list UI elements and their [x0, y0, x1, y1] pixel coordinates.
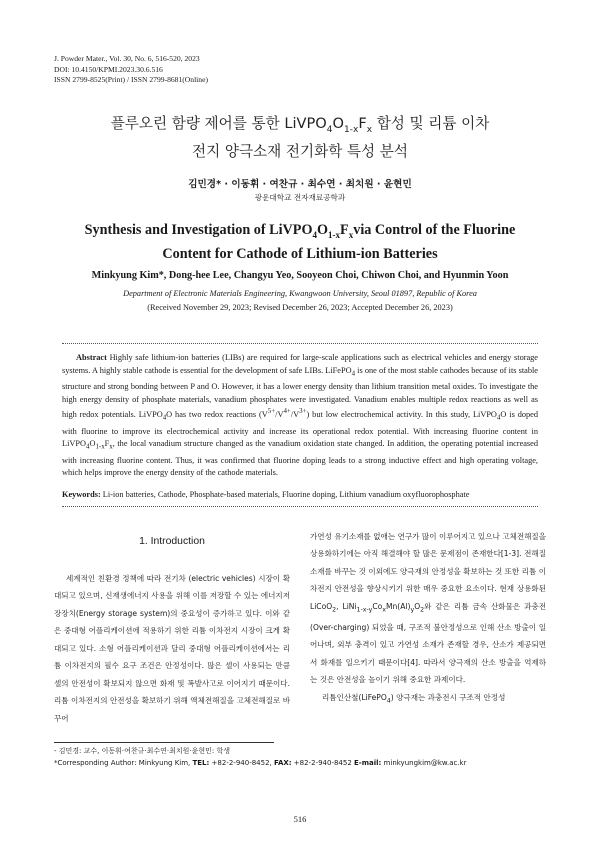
footnote: [54, 746, 467, 769]
footnote-corresponding: *Corresponding Author: Minkyung Kim, TEL: +82-2-940-8452, FAX: +82-2-940-8452 E-mail: minkyungkim@kw.ac.kr: [54, 758, 467, 767]
doi: DOI: 10.4150/KPMI.2023.30.6.516: [54, 64, 163, 74]
paragraph: 가연성 유기소재를 없애는 연구가 많이 이루어지고 있으나 고체전해질을 상용화하기에는 아직 해결해야 할 많은 문제점이 존재한다[1-3]. 전해질 소재를 바꾸는 것 이외에도 양극재의 안정성을 확보하는 것 또한 리튬 이차전지 안전성을 향상시키기 위한 매우 중요한 요소이다. 현재 상용화된 LiCoO$_2$, $LiNi_{1-x-y}Co_xMn(Al)_yO_2$와 같은 리튬 금속 산화물은 과충전(Over-charging) 되었을 때, 구조적 불안정성으로 인해 산소 방출이 일어나며, 외부 충격이 있고 가연성 소재가 존재할 경우, 산소가 제공되면서 화재를 일으키기 때문이다[4]. 따라서 양극재의 산소 방출을 억제하는 것은 안전성을 높이기 위해 중요한 과제이다.: [310, 532, 546, 685]
english-authors: Minkyung Kim*, Dong-hee Lee, Changyu Yeo, Sooyeon Choi, Chiwon Choi, and Hyunmin Yoon: [91, 270, 509, 281]
email-link[interactable]: minkyungkim@kw.ac.kr: [381, 758, 467, 767]
received-dates: (Received November 29, 2023; Revised December 26, 2023; Accepted December 26, 2023): [147, 303, 453, 312]
abstract: Abstract Highly safe lithium-ion batteries (LIBs) are required for large-scale applications such as electrical vehicles and energy storage systems. A highly stable cathode is essential for the development of safe LIBs. LiFePO$_4$ is one of the most stable cathodes because of its stable structure and strong bonding between P and O. However, it has a lower energy density than lithium transition metal oxides. To investigate the high energy density of phosphate materials, vanadium phosphates were investigated. Vanadium enables multiple redox reactions as well as high redox potentials. LiVPO$_4$O has two redox reactions $(V^{5+}/V^{4+}/V^{3+})$ but low electrochemical activity. In this study, LiVPO$_4$O is doped with fluorine to improve its electrochemical activity and increase its operational redox potential. With increasing fluorine content in $LiVPO_4O_{1-x}F_x$, the local vanadium structure changed as the vanadium oxidation state changed. In addition, the operating potential increased with increasing fluorine content. Thus, it was confirmed that fluorine doping leads to a strong inductive effect and high operating voltage, which helps improve the energy density of the cathode materials.: [62, 353, 539, 478]
abstract-divider-bottom: [62, 506, 538, 507]
korean-affiliation: 광운대학교 전자재료공학과: [254, 193, 346, 202]
issn: ISSN 2799-8525(Print) / ISSN 2799-8681(Online): [54, 75, 208, 85]
korean-title: 플루오린 함량 제어를 통한 $LiVPO_4O_{1-x}F_x$ 합성 및 리튬 이차 전지 양극소재 전기화학 특성 분석: [110, 115, 490, 161]
journal-citation: J. Powder Mater., Vol. 30, No. 6, 516-520, 2023: [54, 54, 200, 63]
abstract-divider-top: [62, 343, 538, 344]
footnote-divider: [54, 742, 274, 743]
section-heading-introduction: 1. Introduction: [139, 536, 205, 547]
keywords: [62, 489, 538, 501]
footnote-author-roles: - 김민경: 교수, 이동휘·여찬규·최수연·최치원·윤현민: 학생: [54, 747, 231, 755]
page-number: 516: [293, 814, 307, 824]
english-affiliation: Department of Electronic Materials Engineering, Kwangwoon University, Seoul 01897, Republic of Korea: [123, 289, 477, 298]
abstract-label: Abstract: [76, 353, 107, 362]
keywords-label: Keywords:: [62, 490, 101, 499]
body-column-left: [54, 570, 290, 727]
korean-authors: 김민경* · 이동휘 · 여찬규 · 최수연 · 최치원 · 윤현민: [188, 179, 412, 190]
keywords-text: Li-ion batteries, Cathode, Phosphate-based materials, Fluorine doping, Lithium vanadium oxyfluorophosphate: [100, 490, 470, 499]
english-title: Synthesis and Investigation of $LiVPO_4O_{1-x}F_xvia$ Control of the Fluorine Content for Cathode of Lithium-ion Batteries: [84, 222, 516, 263]
paragraph: 리튬인산철(LiFePO$_4$) 양극재는 과충전시 구조적 안정성: [322, 692, 506, 705]
journal-header: [54, 54, 208, 86]
paragraph: 세계적인 친환경 정책에 따라 전기차 (electric vehicles) 시장이 확대되고 있으며, 신재생에너지 사용을 위해 이를 저장할 수 있는 에너지저장장치(Energy storage system)의 중요성이 증가하고 있다. 이와 같은 중대형 어플리케이션에 적용하기 위한 리튬 이차전지 시장이 크게 확대되고 있다. 소형 어플리케이션과 달리 중대형 어플리케이션에서는 리튬 이차전지의 필수 요구 조건은 안정성이다. 많은 셀이 사용되는 만큼 셀의 안전성이 확보되지 않으면 화재 및 폭발사고로 이어지기 때문이다. 리튬 이차전지의 안전성을 확보하기 위해 액체전해질을 고체전해질로 바꾸어: [54, 574, 290, 723]
body-column-right: [310, 528, 546, 710]
